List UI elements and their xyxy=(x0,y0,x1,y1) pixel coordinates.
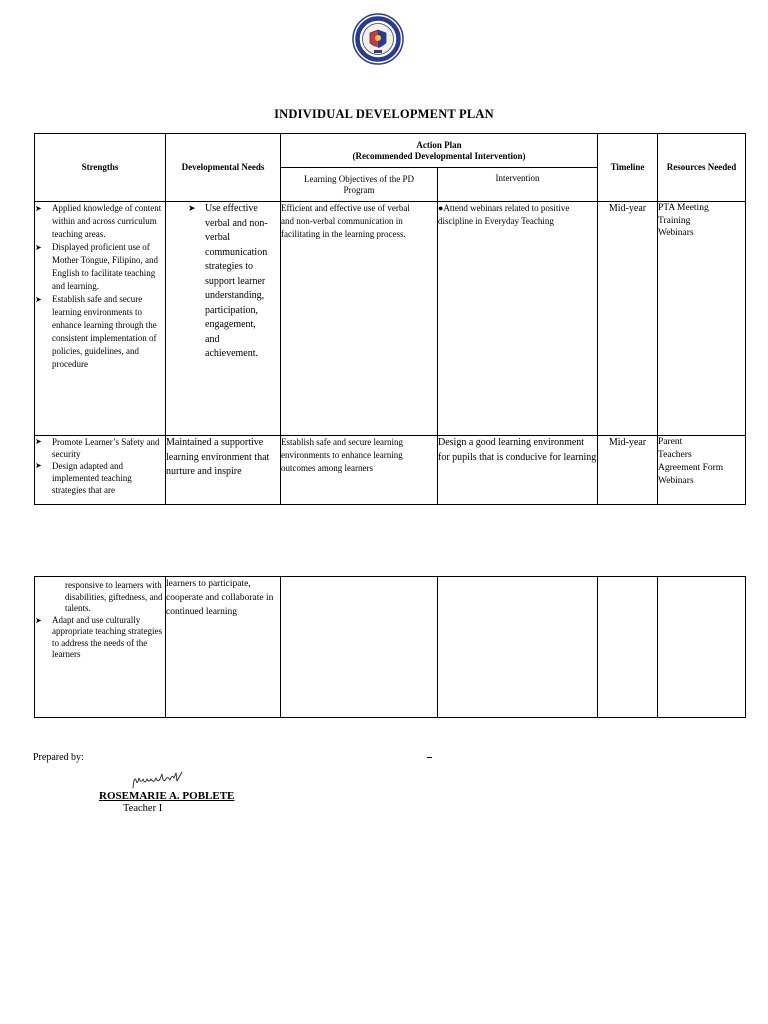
table-row xyxy=(35,202,746,436)
handwritten-signature-icon xyxy=(130,770,190,792)
header-developmental-needs: Developmental Needs xyxy=(166,134,281,202)
timeline-cell: Mid-year xyxy=(598,202,658,436)
header-strengths: Strengths xyxy=(35,134,166,202)
developmental-need-item: ➤ Use effective verbal and non-verbal communication strategies to support learner understanding, participation, engagement, and achievement. xyxy=(205,202,272,362)
header-learning-objectives: Learning Objectives of the PD Program xyxy=(281,168,438,202)
intervention-cell: Design a good learning environment for pupils that is conducive for learning xyxy=(438,436,598,505)
intervention-cell: ●Attend webinars related to positive discipline in Everyday Teaching xyxy=(438,202,598,436)
strengths-cell xyxy=(35,577,166,718)
document-title: INDIVIDUAL DEVELOPMENT PLAN xyxy=(274,107,494,121)
header-intervention: Intervention xyxy=(438,168,598,202)
resources-cell: PTA Meeting Training Webinars xyxy=(658,202,746,436)
table-row xyxy=(35,436,746,505)
resources-cell xyxy=(658,577,746,718)
strength-item: ➤ Promote Learner’s Safety and security xyxy=(52,436,165,460)
strength-item: ➤ Applied knowledge of content within and across curriculum teaching areas. xyxy=(52,202,165,241)
resources-cell: Parent Teachers Agreement Form Webinars xyxy=(658,436,746,505)
development-plan-table xyxy=(34,133,746,505)
learning-objectives-cell xyxy=(281,577,438,718)
developmental-needs-cell xyxy=(166,202,281,436)
strength-item: ➤ Displayed proficient use of Mother Tongue, Filipino, and English to facilitate teaching and learning. xyxy=(52,241,165,293)
strength-item: ➤ Design adapted and implemented teaching strategies that are xyxy=(52,460,165,496)
strengths-cell xyxy=(35,436,166,505)
strength-item: ➤ Adapt and use culturally appropriate teaching strategies to address the needs of the learners xyxy=(52,615,165,661)
dash-mark xyxy=(427,757,432,758)
strength-continuation: responsive to learners with disabilities, giftedness, and talents. xyxy=(65,580,163,613)
development-plan-table-continued xyxy=(34,576,746,718)
deped-seal-icon xyxy=(352,13,404,65)
signer-role: Teacher I xyxy=(123,803,163,814)
strengths-cell xyxy=(35,202,166,436)
table-row xyxy=(35,577,746,718)
learning-objectives-cell: Efficient and effective use of verbal and non-verbal communication in facilitating in the learning process. xyxy=(281,202,438,436)
header-action-plan: Action Plan (Recommended Developmental Intervention) xyxy=(281,134,598,168)
strength-item: ➤ Establish safe and secure learning environments to enhance learning through the consistent implementation of policies, guidelines, and procedure xyxy=(52,293,165,371)
developmental-needs-cell: learners to participate, cooperate and collaborate in continued learning xyxy=(166,577,281,718)
developmental-needs-cell: Maintained a supportive learning environment that nurture and inspire xyxy=(166,436,281,505)
header-timeline: Timeline xyxy=(598,134,658,202)
prepared-by-label: Prepared by: xyxy=(33,752,84,763)
header-resources-needed: Resources Needed xyxy=(658,134,746,202)
intervention-cell xyxy=(438,577,598,718)
signer-name: ROSEMARIE A. POBLETE xyxy=(99,790,235,802)
timeline-cell: Mid-year xyxy=(598,436,658,505)
learning-objectives-cell: Establish safe and secure learning environments to enhance learning outcomes among learners xyxy=(281,436,438,505)
timeline-cell xyxy=(598,577,658,718)
